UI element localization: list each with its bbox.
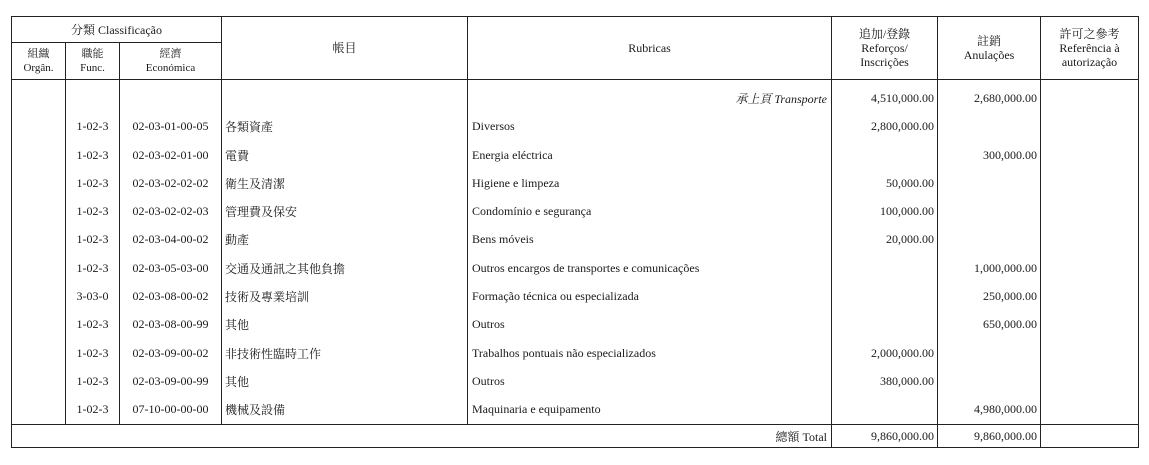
- eco-code: 02-03-08-00-99: [120, 311, 222, 339]
- func-header-zh: 職能: [81, 48, 104, 60]
- reinforcements-amount: [832, 311, 938, 339]
- authorization-ref-cell: [1041, 113, 1139, 141]
- rubricas-header: Rubricas: [468, 17, 832, 80]
- org-header: [12, 43, 66, 80]
- transport-label: 承上頁 Transporte: [468, 84, 832, 112]
- authorization-ref-cell: [1041, 169, 1139, 197]
- func-code: 1-02-3: [66, 339, 120, 367]
- authorization-ref-cell: [1041, 226, 1139, 254]
- account-name-zh: 各類資產: [222, 113, 468, 141]
- authorization-ref-cell: [1041, 197, 1139, 225]
- reinforcements-amount: [832, 282, 938, 310]
- transport-reinforcements: 4,510,000.00: [832, 84, 938, 112]
- table-row: [12, 311, 1139, 339]
- eco-code: 02-03-02-02-02: [120, 169, 222, 197]
- rubrica-name: Trabalhos pontuais não especializados: [468, 339, 832, 367]
- reinforcements-amount: 2,000,000.00: [832, 339, 938, 367]
- org-cell: [12, 197, 66, 225]
- func-code: 1-02-3: [66, 311, 120, 339]
- eco-header: [120, 43, 222, 80]
- org-cell: [12, 282, 66, 310]
- table-row: [12, 396, 1139, 424]
- eco-header-zh: 經濟: [159, 48, 182, 60]
- ledger-body: [12, 80, 1139, 425]
- account-name-zh: 管理費及保安: [222, 197, 468, 225]
- rubrica-name: Higiene e limpeza: [468, 169, 832, 197]
- reinforcements-amount: [832, 254, 938, 282]
- rubrica-name: Bens móveis: [468, 226, 832, 254]
- table-row: [12, 226, 1139, 254]
- rubrica-name: Condomínio e segurança: [468, 197, 832, 225]
- reinforcements-amount: 380,000.00: [832, 367, 938, 395]
- eco-code: 02-03-08-00-02: [120, 282, 222, 310]
- transport-row: [12, 84, 1139, 112]
- total-reinforcements: 9,860,000.00: [832, 425, 938, 448]
- reinforcements-header: [832, 17, 938, 80]
- reinforcements-amount: [832, 396, 938, 424]
- reinforcements-amount: 2,800,000.00: [832, 113, 938, 141]
- org-cell: [12, 367, 66, 395]
- account-name-zh: 非技術性臨時工作: [222, 339, 468, 367]
- account-name-zh: 其他: [222, 311, 468, 339]
- org-cell: [12, 169, 66, 197]
- eco-code: 02-03-04-00-02: [120, 226, 222, 254]
- account-name-zh: 動產: [222, 226, 468, 254]
- reinforcements-header-pt1: Reforços/: [861, 41, 908, 55]
- annulments-amount: 300,000.00: [938, 141, 1041, 169]
- account-name-zh: 其他: [222, 367, 468, 395]
- authorization-ref-header: [1041, 17, 1139, 80]
- org-cell: [12, 141, 66, 169]
- total-annulments: 9,860,000.00: [938, 425, 1041, 448]
- org-cell: [12, 226, 66, 254]
- func-code: 3-03-0: [66, 282, 120, 310]
- annulments-amount: [938, 339, 1041, 367]
- authorization-ref-cell: [1041, 396, 1139, 424]
- func-header-pt: Func.: [80, 62, 105, 74]
- annulments-header: [938, 17, 1041, 80]
- func-header: [66, 43, 120, 80]
- table-row: [12, 367, 1139, 395]
- reinforcements-header-zh: 追加/登錄: [858, 27, 911, 41]
- annulments-amount: [938, 113, 1041, 141]
- annulments-amount: [938, 169, 1041, 197]
- authorization-ref-header-pt1: Referência à: [1059, 41, 1120, 55]
- eco-code: 07-10-00-00-00: [120, 396, 222, 424]
- eco-code: 02-03-02-01-00: [120, 141, 222, 169]
- func-code: 1-02-3: [66, 113, 120, 141]
- reinforcements-amount: 100,000.00: [832, 197, 938, 225]
- authorization-ref-cell: [1041, 311, 1139, 339]
- table-row: [12, 254, 1139, 282]
- account-name-zh: 技術及專業培訓: [222, 282, 468, 310]
- authorization-ref-cell: [1041, 254, 1139, 282]
- total-label: 總額 Total: [12, 425, 832, 448]
- budget-ledger-table: [11, 16, 1139, 448]
- annulments-amount: 250,000.00: [938, 282, 1041, 310]
- func-code: 1-02-3: [66, 254, 120, 282]
- eco-code: 02-03-01-00-05: [120, 113, 222, 141]
- annulments-amount: [938, 197, 1041, 225]
- eco-code: 02-03-02-02-03: [120, 197, 222, 225]
- table-row: [12, 141, 1139, 169]
- rubrica-name: Energia eléctrica: [468, 141, 832, 169]
- account-name-zh: 衛生及清潔: [222, 169, 468, 197]
- func-code: 1-02-3: [66, 396, 120, 424]
- rubrica-name: Formação técnica ou especializada: [468, 282, 832, 310]
- total-row: [12, 425, 1139, 448]
- authorization-ref-cell: [1041, 339, 1139, 367]
- authorization-ref-header-zh: 許可之參考: [1059, 27, 1120, 41]
- func-code: 1-02-3: [66, 226, 120, 254]
- reinforcements-amount: [832, 141, 938, 169]
- func-code: 1-02-3: [66, 141, 120, 169]
- classification-header: 分類 Classificação: [12, 17, 222, 43]
- annulments-header-zh: 註銷: [977, 34, 1002, 48]
- annulments-amount: [938, 367, 1041, 395]
- org-cell: [12, 113, 66, 141]
- rubrica-name: Outros: [468, 311, 832, 339]
- account-header: 帳目: [222, 17, 468, 80]
- authorization-ref-cell: [1041, 141, 1139, 169]
- rubrica-name: Maquinaria e equipamento: [468, 396, 832, 424]
- rubrica-name: Diversos: [468, 113, 832, 141]
- account-name-zh: 交通及通訊之其他負擔: [222, 254, 468, 282]
- table-row: [12, 197, 1139, 225]
- account-name-zh: 機械及設備: [222, 396, 468, 424]
- reinforcements-amount: 50,000.00: [832, 169, 938, 197]
- reinforcements-amount: 20,000.00: [832, 226, 938, 254]
- func-code: 1-02-3: [66, 197, 120, 225]
- authorization-ref-cell: [1041, 282, 1139, 310]
- org-cell: [12, 254, 66, 282]
- org-header-pt: Orgân.: [23, 62, 54, 74]
- annulments-amount: 650,000.00: [938, 311, 1041, 339]
- transport-annulments: 2,680,000.00: [938, 84, 1041, 112]
- org-cell: [12, 396, 66, 424]
- table-row: [12, 113, 1139, 141]
- table-row: [12, 282, 1139, 310]
- org-header-zh: 組織: [27, 48, 50, 60]
- table-row: [12, 339, 1139, 367]
- rubrica-name: Outros encargos de transportes e comunicações: [468, 254, 832, 282]
- authorization-ref-cell: [1041, 367, 1139, 395]
- table-row: [12, 169, 1139, 197]
- annulments-amount: 1,000,000.00: [938, 254, 1041, 282]
- func-code: 1-02-3: [66, 367, 120, 395]
- annulments-header-pt: Anulações: [963, 48, 1015, 62]
- account-name-zh: 電費: [222, 141, 468, 169]
- rubrica-name: Outros: [468, 367, 832, 395]
- eco-header-pt: Económica: [145, 62, 196, 74]
- annulments-amount: [938, 226, 1041, 254]
- org-cell: [12, 311, 66, 339]
- authorization-ref-header-pt2: autorização: [1061, 55, 1118, 69]
- org-cell: [12, 339, 66, 367]
- reinforcements-header-pt2: Inscrições: [860, 55, 909, 69]
- eco-code: 02-03-05-03-00: [120, 254, 222, 282]
- eco-code: 02-03-09-00-02: [120, 339, 222, 367]
- func-code: 1-02-3: [66, 169, 120, 197]
- annulments-amount: 4,980,000.00: [938, 396, 1041, 424]
- eco-code: 02-03-09-00-99: [120, 367, 222, 395]
